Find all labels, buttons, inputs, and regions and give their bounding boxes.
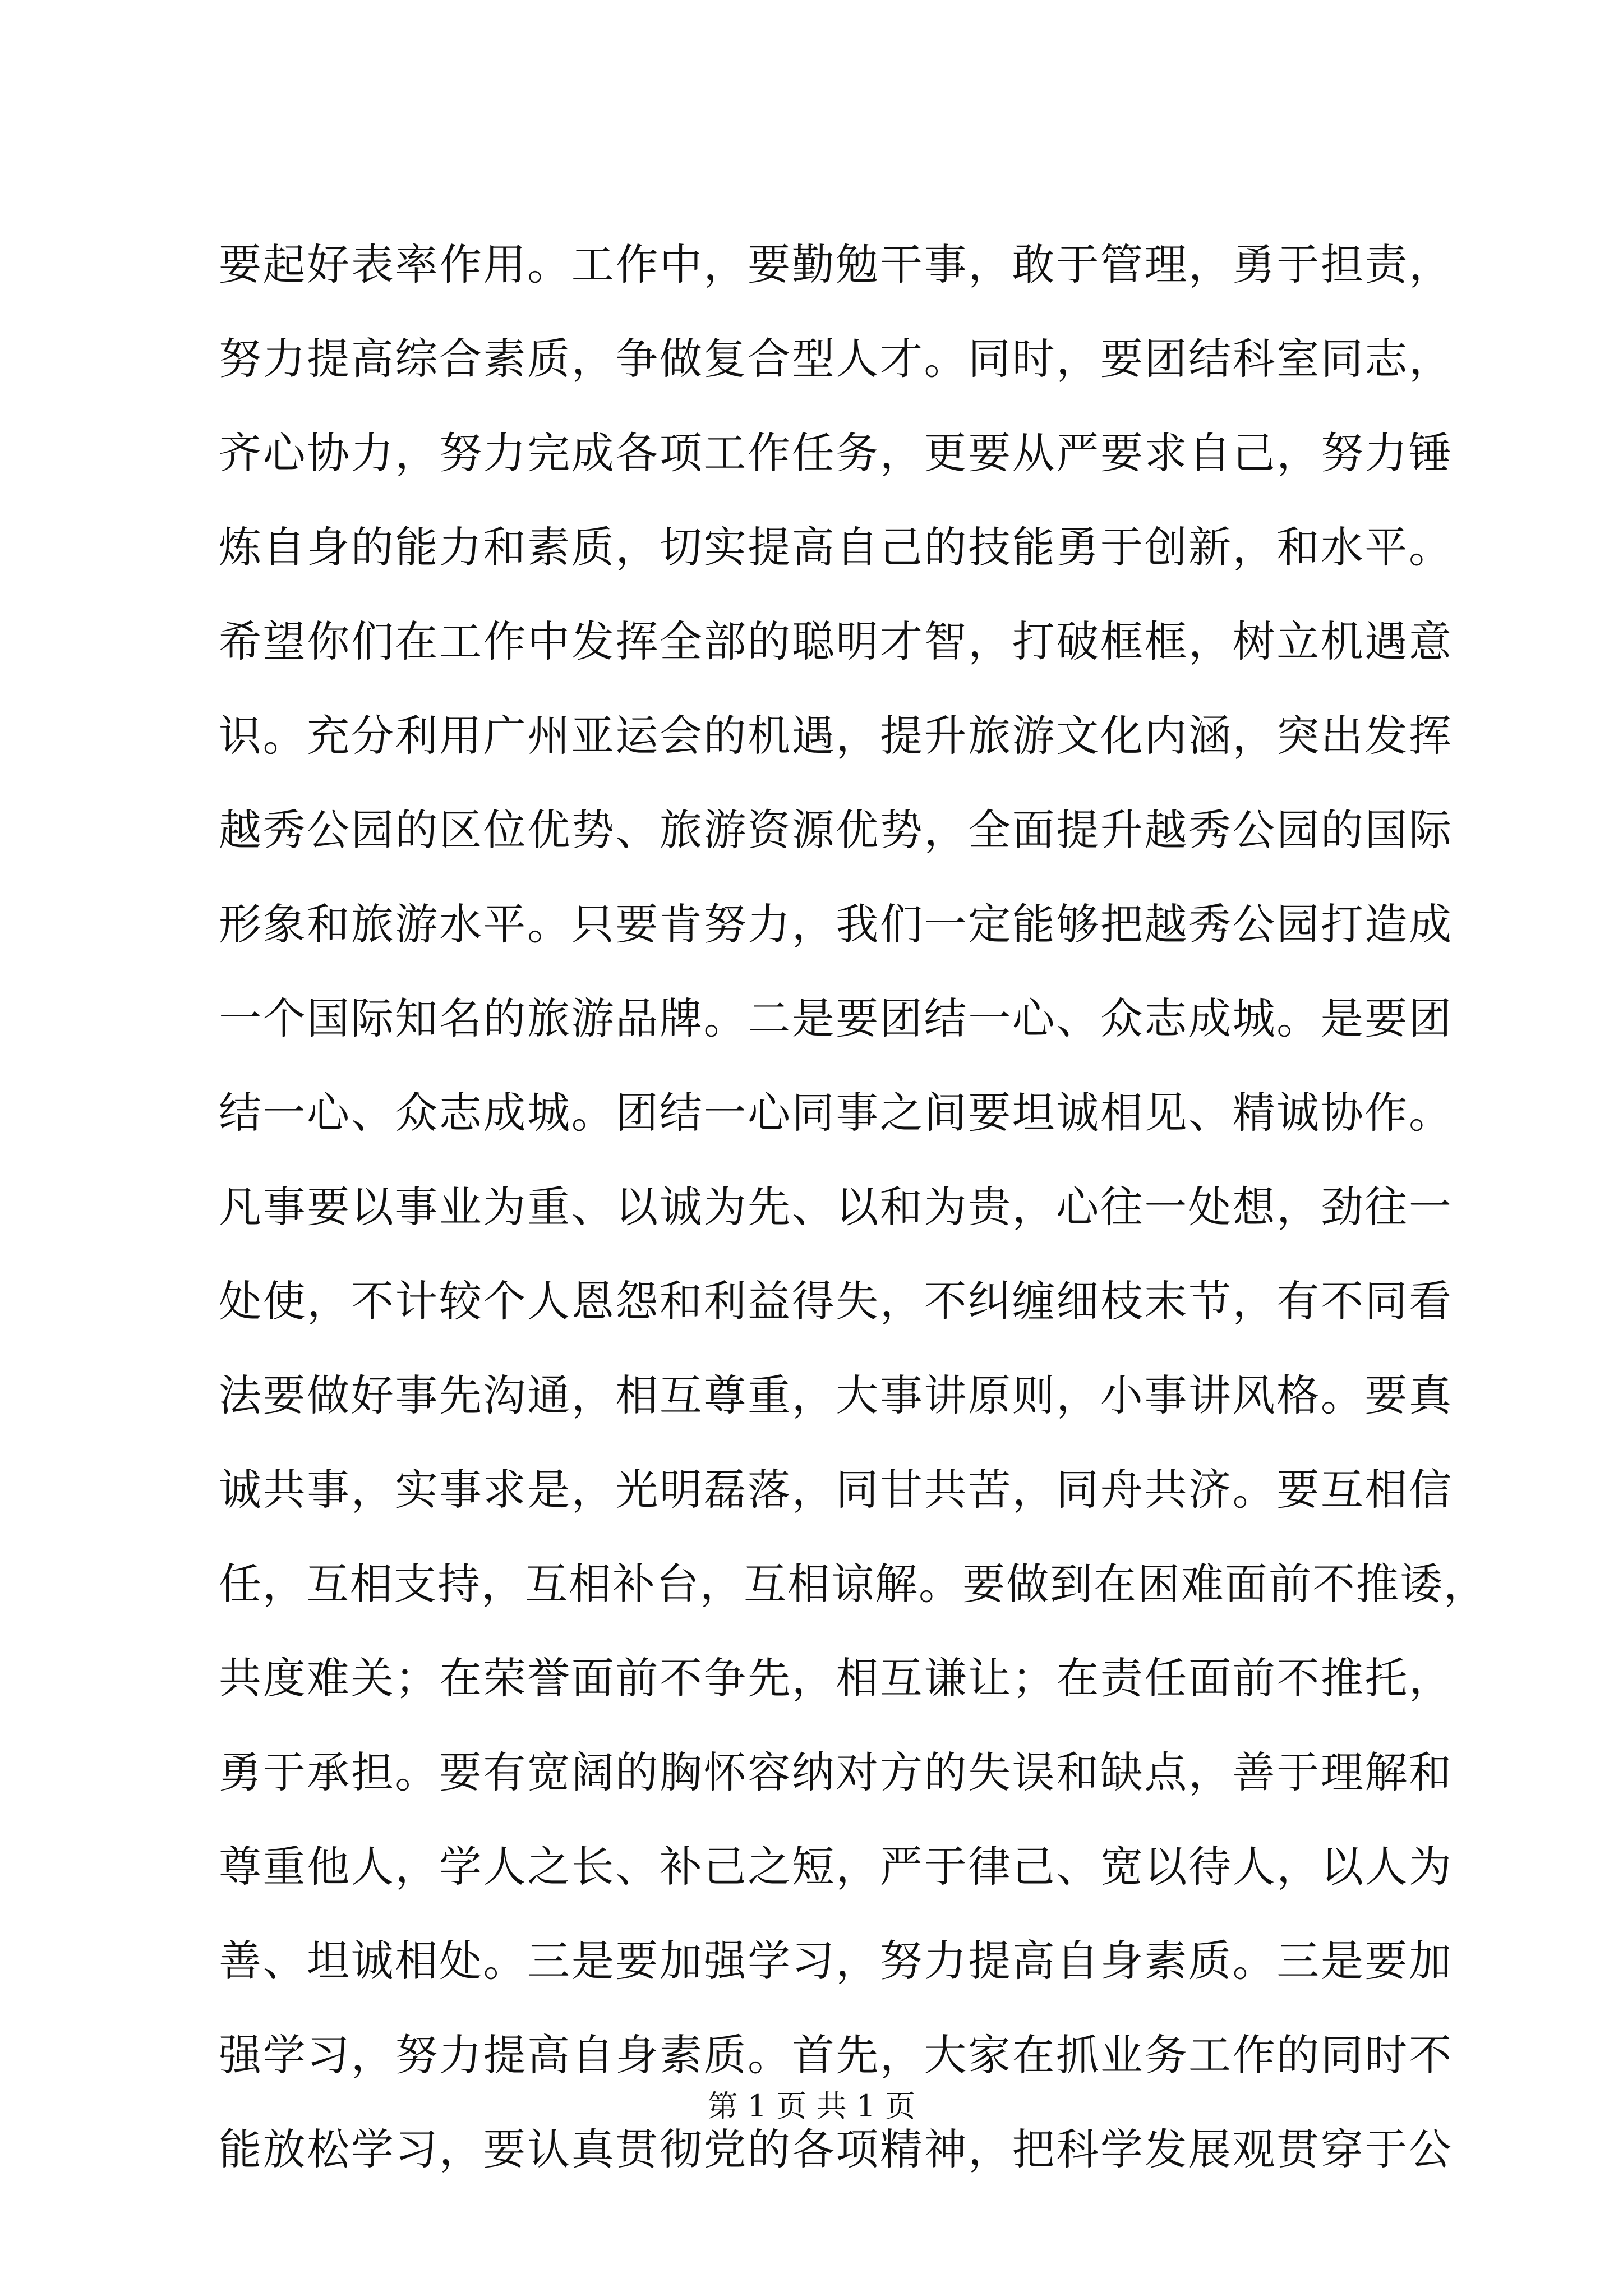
page-number-label: 第 1 页 共 1 页 (707, 2088, 916, 2124)
text-line: 任，互相支持，互相补台，互相谅解。要做到在困难面前不推诿， (219, 1559, 1487, 1609)
text-line: 要起好表率作用。工作中，要勤勉干事，敢于管理，勇于担责， (219, 240, 1453, 289)
text-line: 善、坦诚相处。三是要加强学习，努力提高自身素质。三是要加 (219, 1936, 1453, 1986)
text-line: 结一心、众志成城。团结一心同事之间要坦诚相见、精诚协作。 (219, 1088, 1453, 1138)
text-line: 努力提高综合素质，争做复合型人才。同时，要团结科室同志， (219, 334, 1453, 384)
text-line: 希望你们在工作中发挥全部的聪明才智，打破框框，树立机遇意 (219, 616, 1453, 666)
text-line: 能放松学习，要认真贯彻党的各项精神，把科学发展观贯穿于公 (219, 2124, 1453, 2174)
document-body (219, 218, 1487, 2197)
text-line: 识。充分利用广州亚运会的机遇，提升旅游文化内涵，突出发挥 (219, 711, 1453, 761)
text-line: 越秀公园的区位优势、旅游资源优势，全面提升越秀公园的国际 (219, 805, 1453, 855)
text-line: 尊重他人，学人之长、补己之短，严于律己、宽以待人，以人为 (219, 1842, 1453, 1892)
text-line: 法要做好事先沟通，相互尊重，大事讲原则，小事讲风格。要真 (219, 1370, 1453, 1420)
text-line: 诚共事，实事求是，光明磊落，同甘共苦，同舟共济。要互相信 (219, 1465, 1453, 1515)
text-line: 炼自身的能力和素质，切实提高自己的技能勇于创新，和水平。 (219, 522, 1453, 572)
text-line: 一个国际知名的旅游品牌。二是要团结一心、众志成城。是要团 (219, 993, 1453, 1043)
text-line: 齐心协力，努力完成各项工作任务，更要从严要求自己，努力锤 (219, 428, 1453, 478)
text-line: 处使，不计较个人恩怨和利益得失，不纠缠细枝末节，有不同看 (219, 1276, 1453, 1326)
text-line: 强学习，努力提高自身素质。首先，大家在抓业务工作的同时不 (219, 2030, 1453, 2080)
text-line: 勇于承担。要有宽阔的胸怀容纳对方的失误和缺点，善于理解和 (219, 1747, 1453, 1797)
text-line: 凡事要以事业为重、以诚为先、以和为贵，心往一处想，劲往一 (219, 1182, 1453, 1232)
page-footer (0, 2082, 1623, 2125)
text-line: 形象和旅游水平。只要肯努力，我们一定能够把越秀公园打造成 (219, 899, 1453, 949)
text-line: 共度难关；在荣誉面前不争先，相互谦让；在责任面前不推托， (219, 1653, 1453, 1703)
